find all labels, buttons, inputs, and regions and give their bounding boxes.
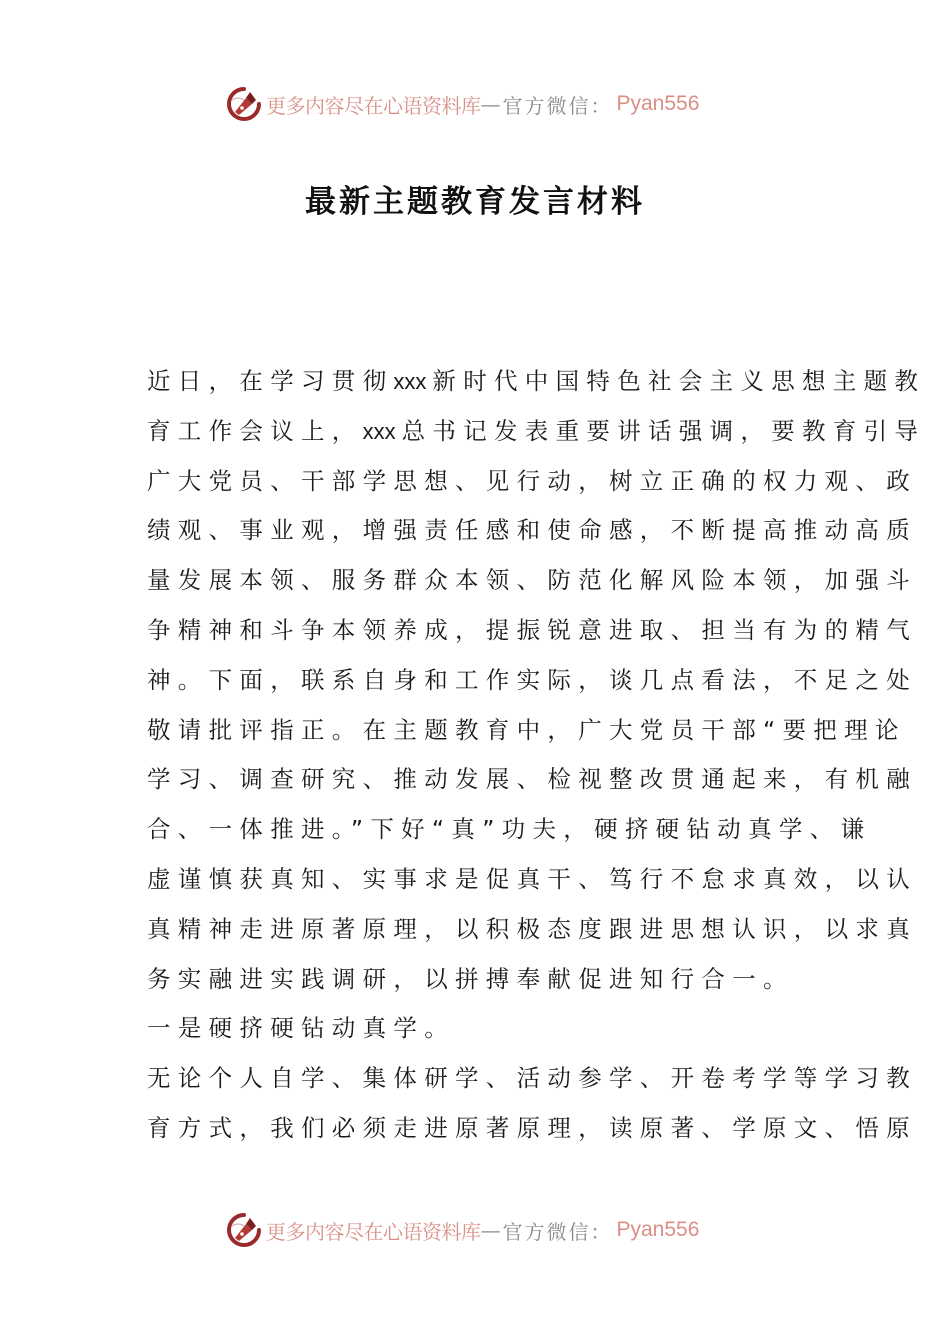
promo-text: 更多内容尽在心语资料库 [266,93,481,118]
body-line: 育方式，我们必须走进原著原理，读原著、学原文、悟原 [147,1113,917,1142]
separator: — [480,1218,503,1242]
promo-text: 更多内容尽在心语资料库 [266,1219,481,1244]
document-title: 最新主题教育发言材料 [305,184,645,220]
body-line: 敬请批评指正。在主题教育中，广大党员干部“要把理论 [147,715,906,744]
header-watermark [226,84,726,124]
section-heading: 一是硬挤硬钻动真学。 [147,1014,455,1043]
body-line: 广大党员、干部学思想、见行动，树立正确的权力观、政 [147,466,917,495]
body-line: 绩观、事业观，增强责任感和使命感，不断提高推动高质 [147,516,917,545]
body-line: 无论个人自学、集体研学、活动参学、开卷考学等学习教 [147,1064,917,1093]
body-line: 虚谨慎获真知、实事求是促真干、笃行不怠求真效，以认 [147,864,917,893]
body-line: 学习、调查研究、推动发展、检视整改贯通起来，有机融 [147,765,917,794]
body-line: 神。下面，联系自身和工作实际，谈几点看法，不足之处 [147,665,917,694]
document-body [147,357,926,1154]
body-line: 合、一体推进。”下好“真”功夫，硬挤硬钻动真学、谦 [147,815,872,844]
wechat-label: 官方微信： [502,1219,613,1244]
wechat-id: Pyan556 [616,1218,700,1241]
footer-watermark [226,1210,726,1250]
body-line: 务实融进实践调研，以拼搏奉献促进知行合一。 [147,964,794,993]
pen-nib-circle-icon [226,1212,262,1248]
body-line: 真精神走进原著原理，以积极态度跟进思想认识，以求真 [147,914,917,943]
separator: — [480,92,503,116]
body-line: 量发展本领、服务群众本领、防范化解风险本领，加强斗 [147,566,917,595]
wechat-label: 官方微信： [502,93,613,118]
body-line: 育工作会议上，xxx 总书记发表重要讲话强调，要教育引导 [147,416,926,445]
body-line: 争精神和斗争本领养成，提振锐意进取、担当有为的精气 [147,615,917,644]
pen-nib-circle-icon [226,86,262,122]
wechat-id: Pyan556 [616,92,700,115]
body-line: 近日，在学习贯彻xxx 新时代中国特色社会主义思想主题教 [147,367,926,395]
